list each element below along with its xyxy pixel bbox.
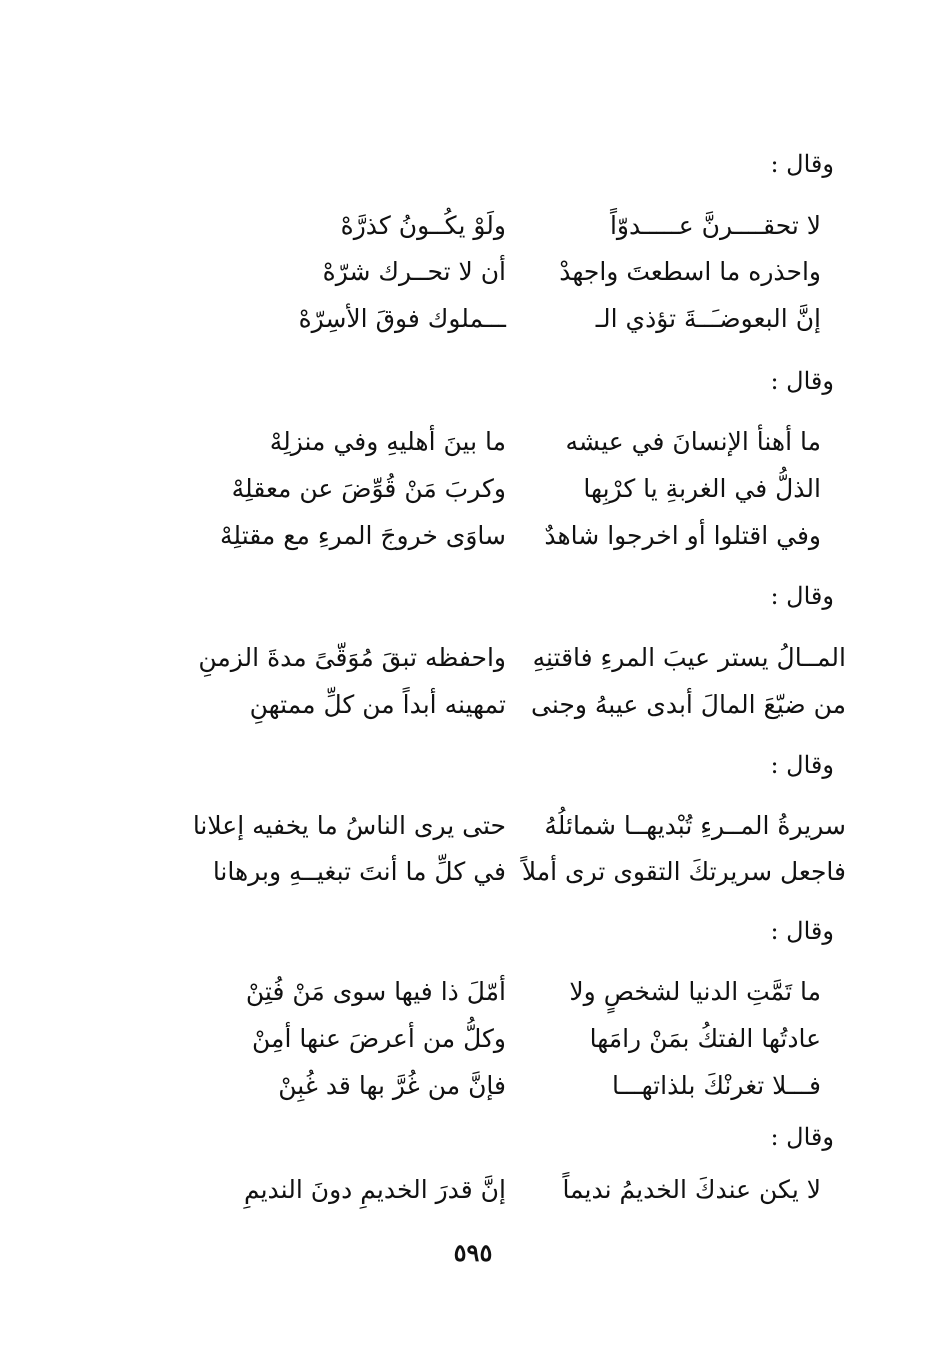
poem-intro-3: وقال : xyxy=(770,582,834,610)
second-hemistich: ساوَى خروجَ المرءِ مع مقتلِهْ xyxy=(220,521,506,550)
first-hemistich: واحذره ما اسطعتَ واجهدْ xyxy=(559,257,821,286)
first-hemistich: سريرةُ المــرءِ تُبْديهــا شمائلُهُ xyxy=(544,811,846,840)
first-hemistich: الذلُّ في الغربةِ يا كرْبِها xyxy=(583,474,821,503)
first-hemistich: ما أهنأ الإنسانَ في عيشه xyxy=(565,427,821,456)
second-hemistich: حتى يرى الناسُ ما يخفيه إعلانا xyxy=(192,811,506,840)
second-hemistich: إنَّ قدرَ الخديمِ دونَ النديمِ xyxy=(243,1175,506,1204)
poem-intro-2: وقال : xyxy=(770,367,834,395)
poem-intro-6: وقال : xyxy=(770,1123,834,1151)
first-hemistich: من ضيّعَ المالَ أبدى عيبهُ وجنى xyxy=(531,690,846,719)
second-hemistich: أن لا تحــرك شرّهْ xyxy=(322,257,506,286)
second-hemistich: فإنَّ من غُرَّ بها قد غُبِنْ xyxy=(278,1071,506,1100)
first-hemistich: إنَّ البعوضـَــةَ تؤذي الـ xyxy=(595,304,821,333)
first-hemistich: فـــلا تغرنْكَ بلذاتهـــا xyxy=(612,1071,821,1100)
first-hemistich: لا تحقــــرنَّ عـــــدوّاً xyxy=(609,211,821,240)
poem-intro-4: وقال : xyxy=(770,751,834,779)
first-hemistich: فاجعل سريرتكَ التقوى ترى أملاً xyxy=(521,857,846,886)
poem-intro-1: وقال : xyxy=(770,150,834,178)
first-hemistich: لا يكن عندكَ الخديمُ نديماً xyxy=(562,1175,821,1204)
second-hemistich: وكلُّ من أعرضَ عنها أمِنْ xyxy=(252,1024,506,1053)
first-hemistich: ما تَمَّتِ الدنيا لشخصٍ ولا xyxy=(569,977,821,1006)
second-hemistich: وكربَ مَنْ قُوِّضَ عن معقلِهْ xyxy=(231,474,506,503)
second-hemistich: أمّلَ ذا فيها سوى مَنْ فُتِنْ xyxy=(245,977,506,1006)
first-hemistich: المــالُ يستر عيبَ المرءِ فاقتنِهِ xyxy=(532,643,846,672)
second-hemistich: ولَوْ يكُــونُ كذرَّهْ xyxy=(340,211,506,240)
second-hemistich: ـــملوك فوقَ الأسِرّهْ xyxy=(298,304,506,333)
first-hemistich: وفي اقتلوا أو اخرجوا شاهدٌ xyxy=(544,521,821,550)
second-hemistich: تمهينه أبداً من كلِّ ممتهنِ xyxy=(249,690,506,719)
second-hemistich: واحفظه تبقَ مُوَقّىً مدةَ الزمنِ xyxy=(198,643,506,672)
page-number: ٥٩٥ xyxy=(453,1238,493,1267)
first-hemistich: عادتُها الفتكُ بمَنْ رامَها xyxy=(589,1024,821,1053)
second-hemistich: ما بينَ أهليهِ وفي منزلِهْ xyxy=(269,427,506,456)
second-hemistich: في كلِّ ما أنتَ تبغيــهِ وبرهانا xyxy=(212,857,506,886)
poem-intro-5: وقال : xyxy=(770,917,834,945)
